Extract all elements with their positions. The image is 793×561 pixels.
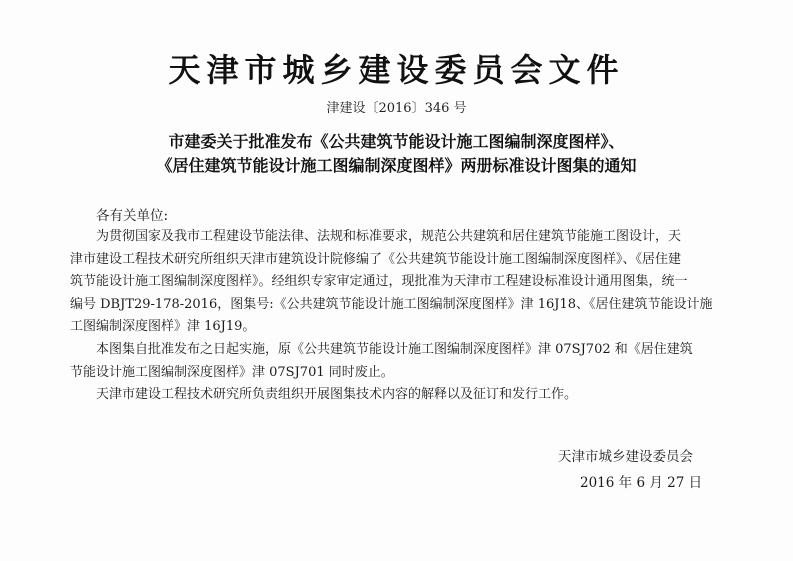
paragraph-line: 工图编制深度图样》津 16J19。 [70, 319, 256, 335]
document-header-title: 天津市城乡建设委员会文件 [168, 51, 625, 89]
notice-title-line: 市建委关于批准发布《公共建筑节能设计施工图编制深度图样》、 [168, 132, 625, 151]
body-paragraph [96, 384, 700, 407]
notice-title [60, 130, 733, 178]
paragraph-line: 节能设计施工图编制深度图样》津 07SJ701 同时废止。 [70, 364, 394, 380]
paragraph-line: 本图集自批准发布之日起实施，原《公共建筑节能设计施工图编制深度图样》津 07SJ702 和《居住建筑 [96, 341, 693, 357]
signature-date: 2016 年 6 月 27 日 [580, 475, 703, 491]
notice-title-line: 《居住建筑节能设计施工图编制深度图样》两册标准设计图集的通知 [156, 156, 637, 175]
body-paragraph [70, 339, 700, 384]
salutation: 各有关单位: [96, 208, 169, 224]
signature-organization: 天津市城乡建设委员会 [558, 449, 693, 465]
notice-body [70, 226, 713, 407]
body-paragraph [70, 226, 713, 339]
paragraph-line: 津市建设工程技术研究所组织天津市建筑设计院修编了《公共建筑节能设计施工图编制深度图样》、《居住建 [70, 251, 682, 267]
paragraph-line: 为贯彻国家及我市工程建设节能法律、法规和标准要求，规范公共建筑和居住建筑节能施工图设计，天 [96, 229, 682, 244]
document-number: 津建设〔2016〕346 号 [326, 101, 467, 116]
paragraph-line: 天津市建设工程技术研究所负责组织开展图集技术内容的解释以及征订和发行工作。 [96, 387, 578, 403]
paragraph-line: 编号 DBJT29-178-2016，图集号:《公共建筑节能设计施工图编制深度图样》津 16J18、《居住建筑节能设计施 [70, 296, 713, 312]
signature-block [540, 444, 702, 496]
paragraph-line: 筑节能设计施工图编制深度图样》。经组织专家审定通过，现批准为天津市工程建设标准设计通用图集，统一 [70, 274, 688, 290]
